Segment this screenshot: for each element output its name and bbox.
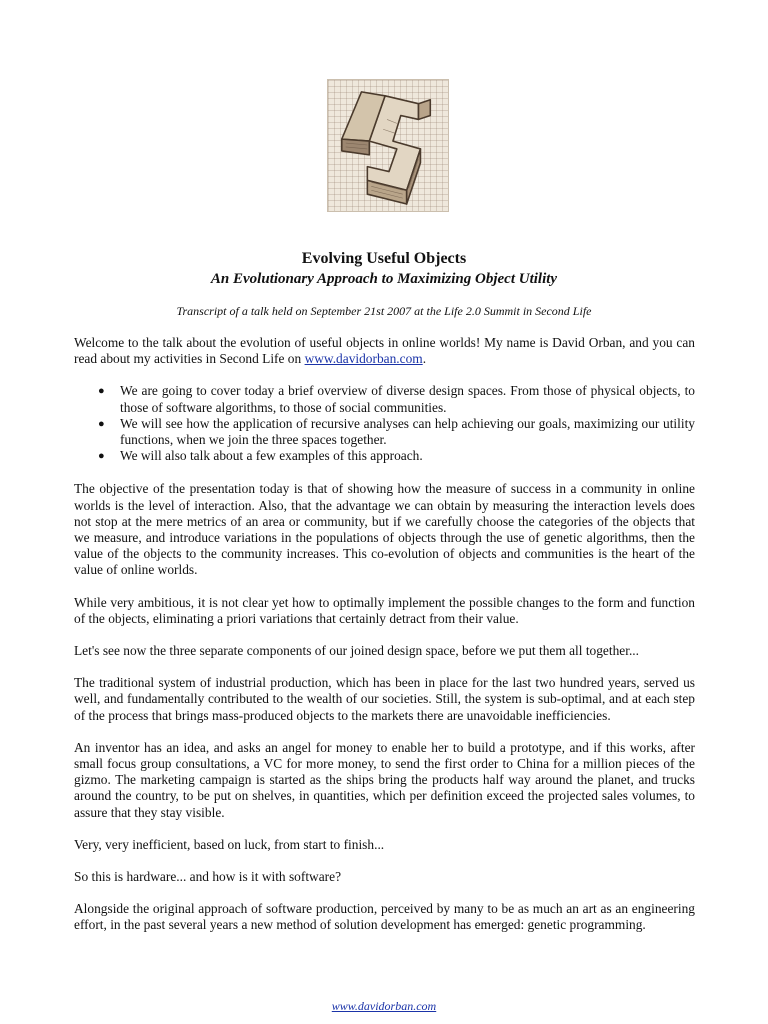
bullet-text: We will see how the application of recursive analyses can help achieving our goals, maximizing our utility functions, when we join the three spaces together. xyxy=(120,415,695,448)
footer-link[interactable]: www.davidorban.com xyxy=(331,999,437,1013)
transcript-note: Transcript of a talk held on September 21st 2007 at the Life 2.0 Summit in Second Life xyxy=(176,304,592,318)
document-subtitle: An Evolutionary Approach to Maximizing Object Utility xyxy=(210,271,558,287)
bullet-text: We will also talk about a few examples of this approach. xyxy=(120,448,423,464)
bullet-item xyxy=(98,448,695,464)
intro-text-end: . xyxy=(422,351,427,367)
bullet-text: We are going to cover today a brief overview of diverse design spaces. From those of physical objects, to those of software algorithms, to those of social communities. xyxy=(120,383,695,415)
body-paragraph: The traditional system of industrial production, which has been in place for the last two hundred years, served us well, and fundamentally contributed to the wealth of our societies. Still, the system is sub-optimal, and at each step of the process that brings mass-produced objects to the markets there are unavoidable inefficiencies. xyxy=(74,675,695,723)
page-footer xyxy=(0,999,768,1014)
intro-paragraph xyxy=(74,335,695,367)
body-paragraph: Alongside the original approach of software production, perceived by many to be as much an art as an engineering effort, in the past several years a new method of solution development has emerged: genetic programming. xyxy=(74,901,695,933)
bullet-item xyxy=(98,383,695,415)
bullet-icon: ● xyxy=(98,385,105,398)
davidorban-link[interactable]: www.davidorban.com xyxy=(304,351,423,367)
document-title: Evolving Useful Objects xyxy=(301,250,467,267)
body-paragraph: Very, very inefficient, based on luck, from start to finish... xyxy=(74,836,385,852)
bullet-icon: ● xyxy=(98,450,105,463)
intro-text: Welcome to the talk about the evolution of useful objects in online worlds! My name is David Orban, and you can read about my activities in Second Life on xyxy=(74,335,695,367)
logo-sketch xyxy=(327,79,449,212)
bullet-list xyxy=(74,383,695,464)
document-body xyxy=(74,335,695,950)
bullet-icon: ● xyxy=(98,417,105,430)
body-paragraph: So this is hardware... and how is it with software? xyxy=(74,869,342,885)
body-paragraph: The objective of the presentation today is that of showing how the measure of success in a community in online worlds is the level of interaction. Also, that the advantage we can obtain by measuring the interaction levels does not stop at the mere metrics of an area or community, but if we carefully choose the categories of the objects that we measure, and introduce variations in the populations of objects through the use of genetic algorithms, then the value of the objects to the community increases. This co-evolution of objects and communities is the heart of the value of online worlds. xyxy=(74,481,695,578)
body-paragraph: While very ambitious, it is not clear yet how to optimally implement the possible changes to the form and function of the objects, eliminating a priori variations that certainly detract from their value. xyxy=(74,594,695,626)
body-paragraph: An inventor has an idea, and asks an angel for money to enable her to build a prototype, and if this works, after small focus group consultations, a VC for more money, to send the first order to China for a million pieces of the gizmo. The marketing campaign is started as the ships bring the products half way around the planet, and trucks around the country, to be put on shelves, in quantities, which per definition exceed the projected sales volumes, to assure that they stay visible. xyxy=(74,739,695,820)
logo-s-block-icon xyxy=(328,80,448,211)
bullet-item xyxy=(98,415,695,448)
body-paragraph: Let's see now the three separate components of our joined design space, before we put them all together... xyxy=(74,643,640,659)
